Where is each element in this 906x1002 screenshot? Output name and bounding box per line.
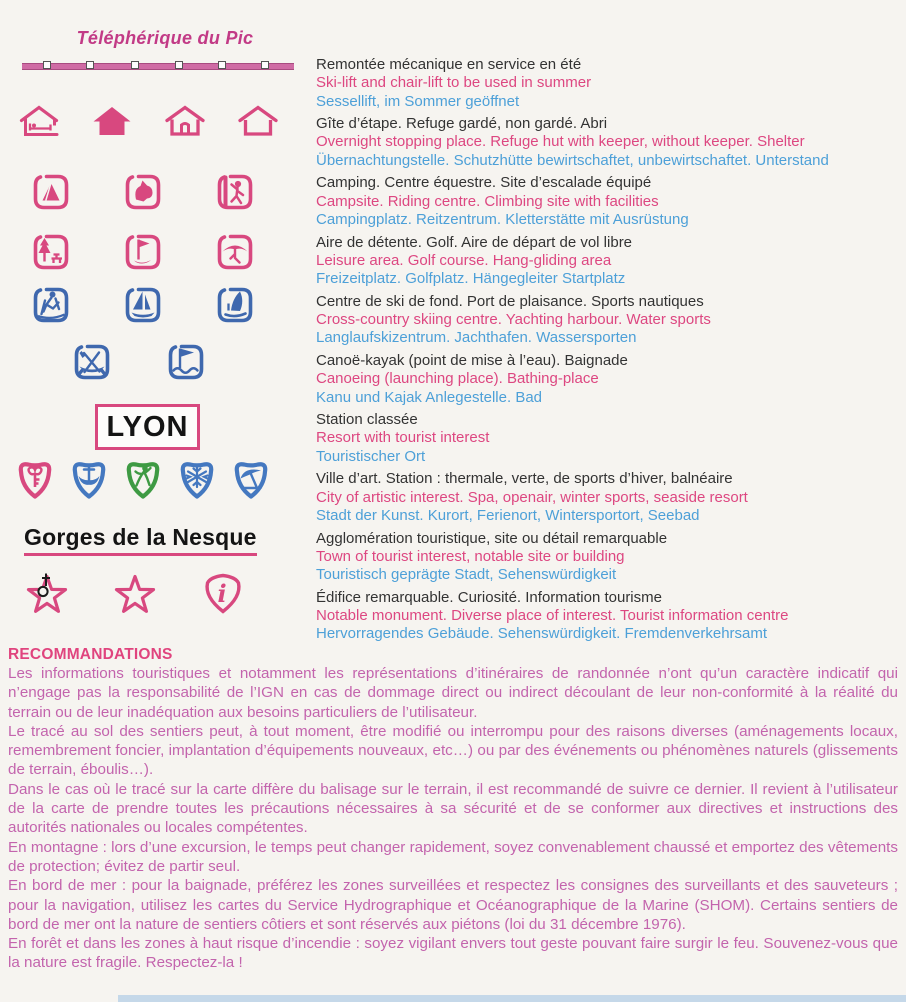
legend-group	[316, 56, 898, 111]
winter-sports-resort-icon	[177, 458, 217, 502]
canoeing-icon	[72, 342, 112, 382]
cable-car-line-icon	[22, 63, 294, 70]
cable-pylon-icon	[261, 61, 269, 69]
legend-line-de: Touristischer Ort	[316, 447, 426, 465]
riding-centre-icon	[123, 172, 163, 212]
golf-course-icon	[123, 232, 163, 272]
legend-line-de: Hervorragendes Gebäude. Sehenswürdigkeit. Fremdenverkehrsamt	[316, 625, 768, 643]
scan-edge-strip	[118, 995, 906, 1002]
legend-line-en: Campsite. Riding centre. Climbing site with facilities	[316, 192, 659, 210]
recommendation-paragraph: En forêt et dans les zones à haut risque d’incendie : soyez vigilant envers tout geste pouvant faire surgir le feu. Souvenez-vous que la nature est fragile. Respectez-la !	[8, 935, 898, 972]
legend-descriptions	[316, 56, 898, 648]
refuge-icons-row	[16, 104, 281, 138]
legend-group	[316, 470, 898, 525]
recommendation-paragraph: Le tracé au sol des sentiers peut, à tout moment, être modifié ou interrompu pour des raisons diverses (aménagements locaux, remembrement foncier, implantation d’équipements nouveaux, etc…) ou par des événements ou phénomènes naturels (glissements de terrain, éboulis…).	[8, 722, 898, 779]
legend-line-fr: Aire de détente. Golf. Aire de départ de vol libre	[316, 233, 633, 251]
notable-monument-icon	[25, 571, 69, 617]
seaside-resort-icon	[231, 458, 271, 502]
legend-line-de: Freizeitplatz. Golfplatz. Hängegleiter Startplatz	[316, 270, 626, 288]
legend-group	[316, 411, 898, 466]
picto-row-canoe	[72, 342, 206, 382]
campsite-icon	[31, 172, 71, 212]
recommendation-paragraph: Dans le cas où le tracé sur la carte diffère du balisage sur le terrain, il est recommandé de suivre ce dernier. Il revient à l’utilisateur de la carte de prendre toutes les précautions nécessaires à sa sécurité et de se conformer aux directives et instructions des autorités nationales ou locales compétentes.	[8, 780, 898, 837]
picto-row-nautic	[31, 285, 255, 325]
lyon-label: LYON	[106, 410, 189, 443]
legend-line-en: Canoeing (launching place). Bathing-place	[316, 370, 599, 388]
legend-group	[316, 115, 898, 170]
spa-resort-icon	[69, 458, 109, 502]
legend-line-fr: Canoë-kayak (point de mise à l’eau). Baignade	[316, 351, 628, 369]
legend-line-de: Stadt der Kunst. Kurort, Ferienort, Wintersportort, Seebad	[316, 506, 700, 524]
legend-group	[316, 530, 898, 585]
legend-group	[316, 234, 898, 289]
climbing-site-icon	[215, 172, 255, 212]
cable-pylon-icon	[86, 61, 94, 69]
legend-line-en: Cross-country skiing centre. Yachting harbour. Water sports	[316, 311, 711, 329]
gite-etape-icon	[16, 104, 62, 138]
legend-line-de: Langlaufskizentrum. Jachthafen. Wassersporten	[316, 329, 637, 347]
resort-shields-row	[15, 458, 271, 502]
yachting-harbour-icon	[123, 285, 163, 325]
recommendation-paragraph: Les informations touristiques et notamment les représentations d’itinéraires de randonnée n’ont qu’un caractère indicatif qui n’engage pas la responsabilité de l’IGN en cas de dommage direct ou indirect découlant de leur non-conformité à la réalité du terrain ou de leur inadéquation aux besoins particuliers de l’utilisateur.	[8, 665, 898, 721]
legend-line-fr: Remontée mécanique en service en été	[316, 56, 582, 73]
recommendations-text	[8, 664, 898, 973]
city-of-art-icon	[15, 458, 55, 502]
legend-group	[316, 174, 898, 229]
legend-line-de: Kanu und Kajak Anlegestelle. Bad	[316, 388, 543, 406]
legend-line-fr: Agglomération touristique, site ou détail remarquable	[316, 529, 668, 547]
legend-group	[316, 352, 898, 407]
legend-line-fr: Gîte d’étape. Refuge gardé, non gardé. Abri	[316, 115, 608, 133]
legend-line-fr: Camping. Centre équestre. Site d’escalade équipé	[316, 174, 652, 192]
recommendation-paragraph: En bord de mer : pour la baignade, préférez les zones surveillées et respectez les consignes des surveillants et des sauveteurs ; pour la navigation, utilisez les cartes du Service Hydrographique et Océanographique de la Marine (SHOM). Certains sentiers de bord de mer ont la nature de sentiers côtiers et sont réservés aux piétons (loi du 31 décembre 1976).	[8, 877, 898, 933]
tourist-information-icon	[201, 571, 245, 617]
cable-pylon-icon	[218, 61, 226, 69]
monument-icons-row	[25, 571, 245, 617]
legend-group	[316, 589, 898, 644]
legend-line-en: Overnight stopping place. Refuge hut with keeper, without keeper. Shelter	[316, 133, 805, 151]
water-sports-icon	[215, 285, 255, 325]
picto-row-leisure	[31, 232, 255, 272]
legend-line-en: Ski-lift and chair-lift to be used in summer	[316, 74, 592, 92]
legend-line-en: City of artistic interest. Spa, openair, winter sports, seaside resort	[316, 488, 748, 506]
legend-line-en: Notable monument. Diverse place of interest. Tourist information centre	[316, 606, 789, 624]
tourist-site-sample: Gorges de la Nesque	[24, 524, 257, 556]
classified-resort-sample	[95, 404, 200, 450]
openair-resort-icon	[123, 458, 163, 502]
leisure-area-icon	[31, 232, 71, 272]
cable-pylon-icon	[43, 61, 51, 69]
refuge-non-garde-icon	[162, 104, 208, 138]
curiosity-icon	[113, 571, 157, 617]
teleferique-label: Téléphérique du Pic	[76, 28, 254, 48]
legend-group	[316, 293, 898, 348]
abri-icon	[235, 104, 281, 138]
legend-line-de: Übernachtungstelle. Schutzhütte bewirtschaftet, unbewirtschaftet. Unterstand	[316, 151, 829, 169]
legend-line-fr: Station classée	[316, 411, 418, 429]
recommendations-heading: RECOMMANDATIONS	[8, 646, 173, 663]
refuge-garde-icon	[89, 104, 135, 138]
legend-line-fr: Édifice remarquable. Curiosité. Information tourisme	[316, 588, 662, 606]
legend-line-fr: Centre de ski de fond. Port de plaisance. Sports nautiques	[316, 292, 704, 310]
cross-country-skiing-icon	[31, 285, 71, 325]
legend-line-fr: Ville d’art. Station : thermale, verte, de sports d’hiver, balnéaire	[316, 470, 733, 488]
cable-pylon-icon	[131, 61, 139, 69]
hang-gliding-area-icon	[215, 232, 255, 272]
legend-line-en: Town of tourist interest, notable site or building	[316, 547, 625, 565]
legend-line-en: Resort with tourist interest	[316, 429, 490, 447]
bathing-place-icon	[166, 342, 206, 382]
legend-line-de: Touristisch geprägte Stadt, Sehenswürdigkeit	[316, 566, 617, 584]
cable-pylon-icon	[175, 61, 183, 69]
legend-line-de: Sessellift, im Sommer geöffnet	[316, 92, 520, 110]
picto-row-camping	[31, 172, 255, 212]
legend-line-en: Leisure area. Golf course. Hang-gliding area	[316, 251, 612, 269]
recommendation-paragraph: En montagne : lors d’une excursion, le temps peut changer rapidement, soyez convenablement chaussé et emportez des vêtements de protection; évitez de partir seul.	[8, 838, 898, 875]
legend-line-de: Campingplatz. Reitzentrum. Kletterstätte mit Ausrüstung	[316, 210, 689, 228]
svg-text:i: i	[217, 579, 227, 608]
